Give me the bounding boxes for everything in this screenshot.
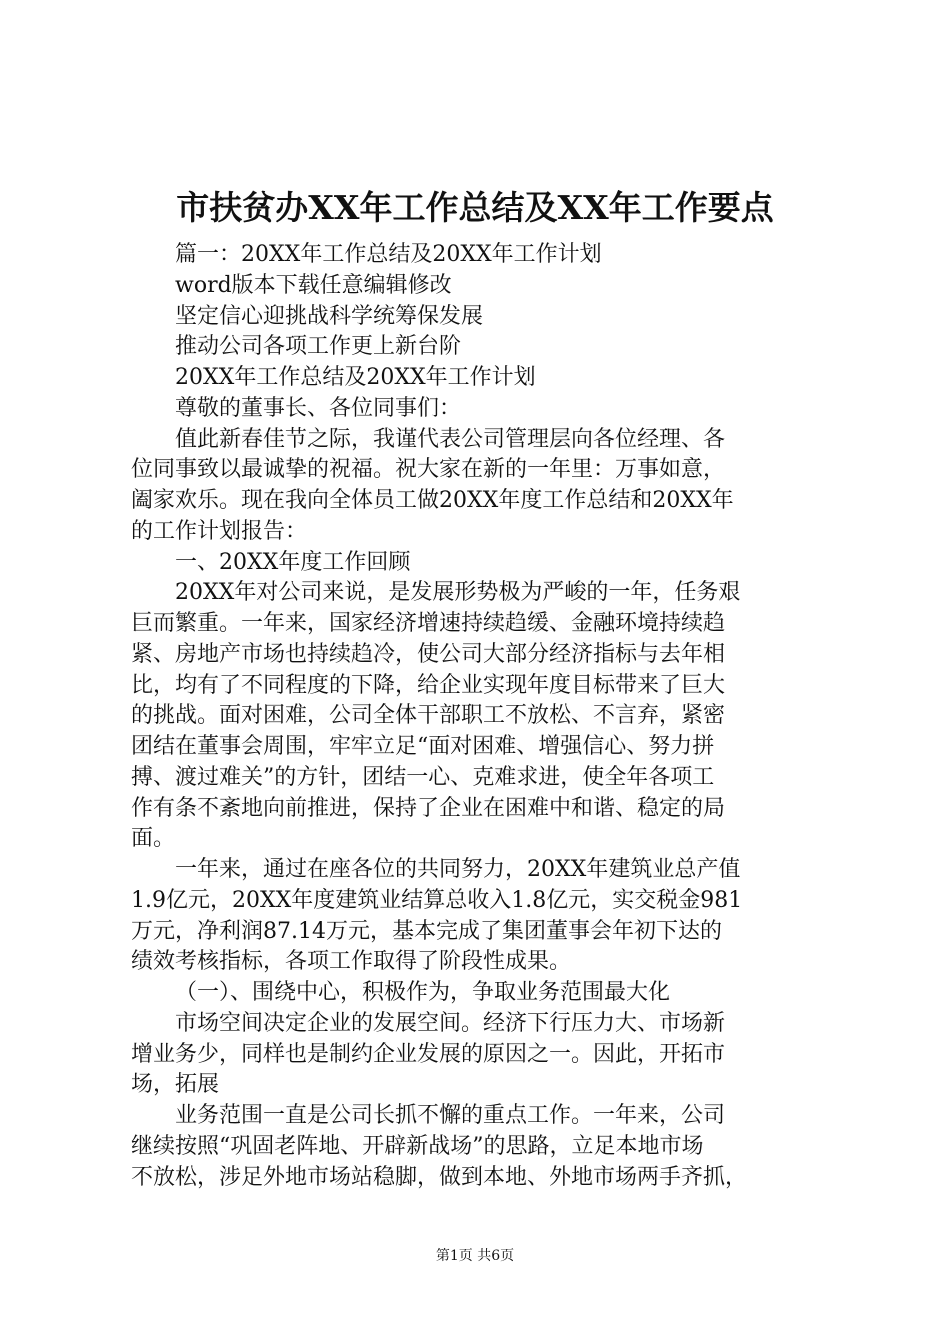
text-line: 20XX年工作总结及20XX年工作计划 bbox=[175, 365, 536, 390]
document-title: 市扶贫办XX年工作总结及XX年工作要点 bbox=[176, 188, 774, 227]
page-footer: 第1页 共6页 bbox=[435, 1248, 515, 1264]
text-line: 篇一：20XX年工作总结及20XX年工作计划 bbox=[175, 242, 602, 267]
text-line: 推动公司各项工作更上新台阶 bbox=[175, 334, 462, 359]
text-line: 巨而繁重。一年来，国家经济增速持续趋缓、金融环境持续趋 bbox=[131, 611, 726, 636]
text-line: 绩效考核指标，各项工作取得了阶段性成果。 bbox=[131, 949, 572, 974]
text-line: 1.9亿元，20XX年度建筑业结算总收入1.8亿元，实交税金981 bbox=[131, 888, 743, 913]
text-line: 面。 bbox=[131, 826, 176, 851]
text-line: 值此新春佳节之际，我谨代表公司管理层向各位经理、各 bbox=[175, 427, 726, 452]
text-line: 搏、渡过难关”的方针，团结一心、克难求进，使全年各项工 bbox=[131, 765, 715, 790]
text-line: 场，拓展 bbox=[131, 1072, 220, 1097]
text-line: 的工作计划报告： bbox=[131, 519, 308, 544]
text-line: 位同事致以最诚挚的祝福。祝大家在新的一年里：万事如意， bbox=[131, 457, 726, 482]
text-line: 市场空间决定企业的发展空间。经济下行压力大、市场新 bbox=[175, 1011, 726, 1036]
text-line: 增业务少，同样也是制约企业发展的原因之一。因此，开拓市 bbox=[131, 1042, 726, 1067]
text-line: 作有条不紊地向前推进，保持了企业在困难中和谐、稳定的局 bbox=[131, 796, 726, 821]
text-line: 业务范围一直是公司长抓不懈的重点工作。一年来，公司 bbox=[175, 1103, 726, 1128]
text-line: 阖家欢乐。现在我向全体员工做20XX年度工作总结和20XX年 bbox=[131, 488, 734, 513]
text-line: 尊敬的董事长、各位同事们： bbox=[175, 396, 462, 421]
text-line: 团结在董事会周围，牢牢立足“面对困难、增强信心、努力拼 bbox=[131, 734, 715, 759]
text-line: 比，均有了不同程度的下降，给企业实现年度目标带来了巨大 bbox=[131, 673, 726, 698]
text-line: 一、20XX年度工作回顾 bbox=[175, 550, 411, 575]
text-line: 继续按照“巩固老阵地、开辟新战场”的思路，立足本地市场 bbox=[131, 1134, 704, 1159]
text-line: 一年来，通过在座各位的共同努力，20XX年建筑业总产值 bbox=[175, 857, 741, 882]
text-line: 20XX年对公司来说，是发展形势极为严峻的一年，任务艰 bbox=[175, 580, 741, 605]
text-line: 不放松，涉足外地市场站稳脚，做到本地、外地市场两手齐抓， bbox=[131, 1165, 748, 1190]
text-line: 坚定信心迎挑战科学统筹保发展 bbox=[175, 304, 484, 329]
text-line: （一）、围绕中心，积极作为，争取业务范围最大化 bbox=[175, 980, 671, 1005]
text-line: 紧、房地产市场也持续趋冷，使公司大部分经济指标与去年相 bbox=[131, 642, 726, 667]
text-line: 的挑战。面对困难，公司全体干部职工不放松、不言弃，紧密 bbox=[131, 703, 726, 728]
text-line: 万元，净利润87.14万元，基本完成了集团董事会年初下达的 bbox=[131, 919, 722, 944]
text-line: word版本下载任意编辑修改 bbox=[175, 273, 452, 298]
